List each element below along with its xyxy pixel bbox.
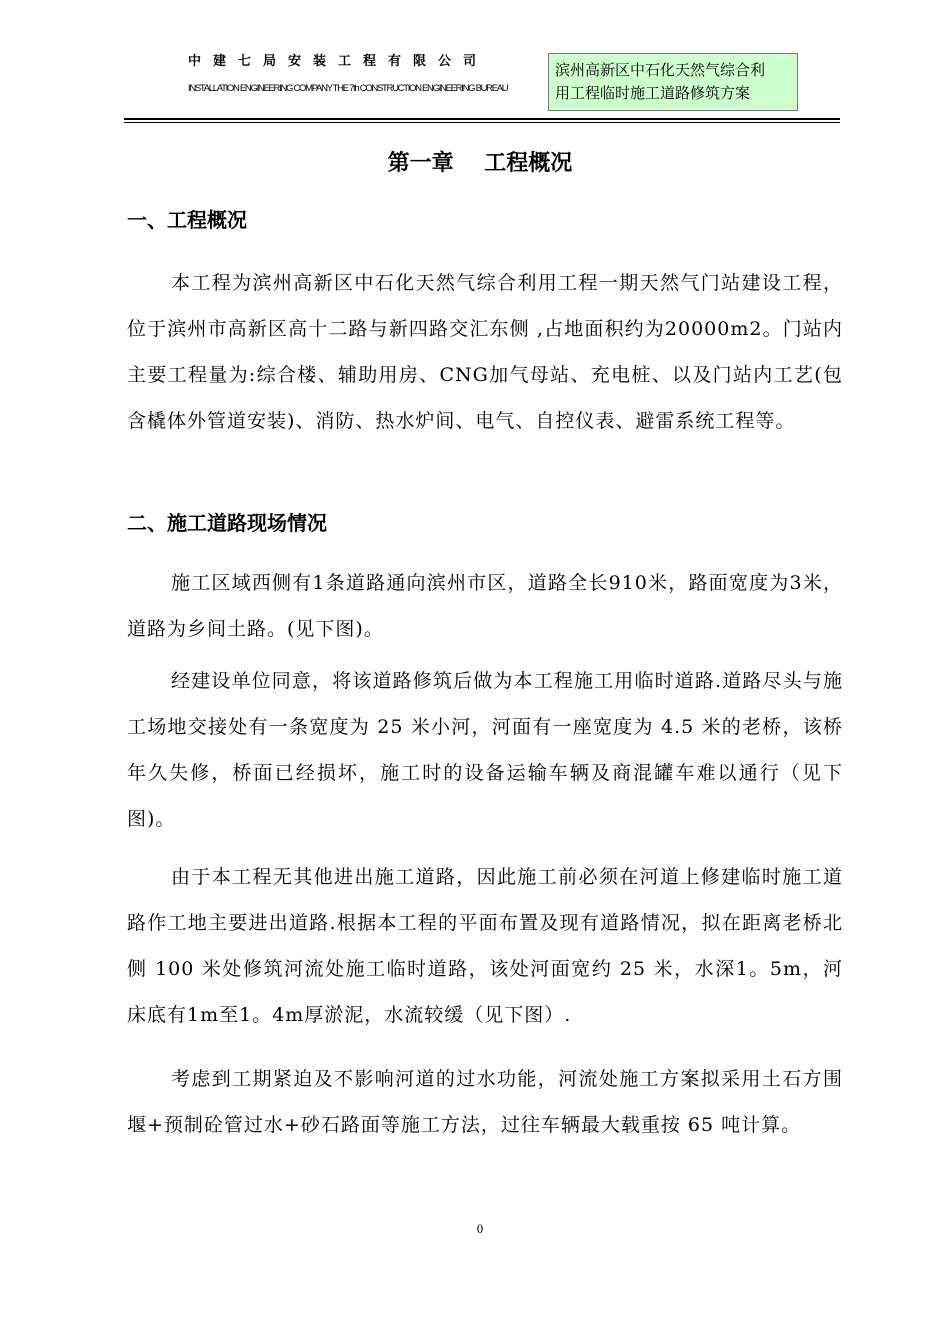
page-number: 0 xyxy=(476,1221,484,1236)
header-rule-thin xyxy=(124,122,840,123)
project-title-box xyxy=(548,53,798,111)
section-heading-overview: 一、工程概况 xyxy=(127,208,247,232)
company-name-cn: 中建七局安装工程有限公司 xyxy=(188,54,489,69)
project-title-line-2: 用工程临时施工道路修筑方案 xyxy=(555,84,751,102)
paragraph-overview: 本工程为滨州高新区中石化天然气综合利用工程一期天然气门站建设工程，位于滨州市高新区高十二路与新四路交汇东侧 ,占地面积约为20000m2。门站内主要工程量为:综合楼、辅助用房、CNG加气母站、充电桩、以及门站内工艺(包含橇体外管道安装)、消防、热水炉间、电气、自控仪表、避雷系统工程等。 xyxy=(127,272,843,432)
project-title-line-1: 滨州高新区中石化天然气综合利 xyxy=(555,61,766,79)
paragraph-road-1: 施工区域西侧有1条道路通向滨州市区，道路全长910米，路面宽度为3米，道路为乡间土路。(见下图)。 xyxy=(127,572,843,640)
header-rule-thick xyxy=(124,118,840,120)
chapter-title: 第一章 工程概况 xyxy=(387,151,573,176)
company-header xyxy=(188,50,548,94)
paragraph-road-4: 考虑到工期紧迫及不影响河道的过水功能，河流处施工方案拟采用土石方围堰+预制砼管过水+砂石路面等施工方法，过往车辆最大载重按 65 吨计算。 xyxy=(127,1068,843,1136)
company-name-en: INSTALLATION ENGINEERING COMPANY THE 7th CONSTRUCTION ENGINEERING BUREAU xyxy=(188,83,508,94)
paragraph-road-3: 由于本工程无其他进出施工道路，因此施工前必须在河道上修建临时施工道路作工地主要进出道路.根据本工程的平面布置及现有道路情况，拟在距离老桥北侧 100 米处修筑河流处施工临时道路，该处河面宽约 25 米，水深1。5m，河床底有1m至1。4m厚淤泥，水流较缓（见下图）. xyxy=(127,866,843,1026)
section-heading-road-status: 二、施工道路现场情况 xyxy=(127,511,327,535)
paragraph-road-2: 经建设单位同意，将该道路修筑后做为本工程施工用临时道路.道路尽头与施工场地交接处有一条宽度为 25 米小河，河面有一座宽度为 4.5 米的老桥，该桥年久失修，桥面已经损坏，施工时的设备运输车辆及商混罐车难以通行（见下图)。 xyxy=(127,670,843,830)
